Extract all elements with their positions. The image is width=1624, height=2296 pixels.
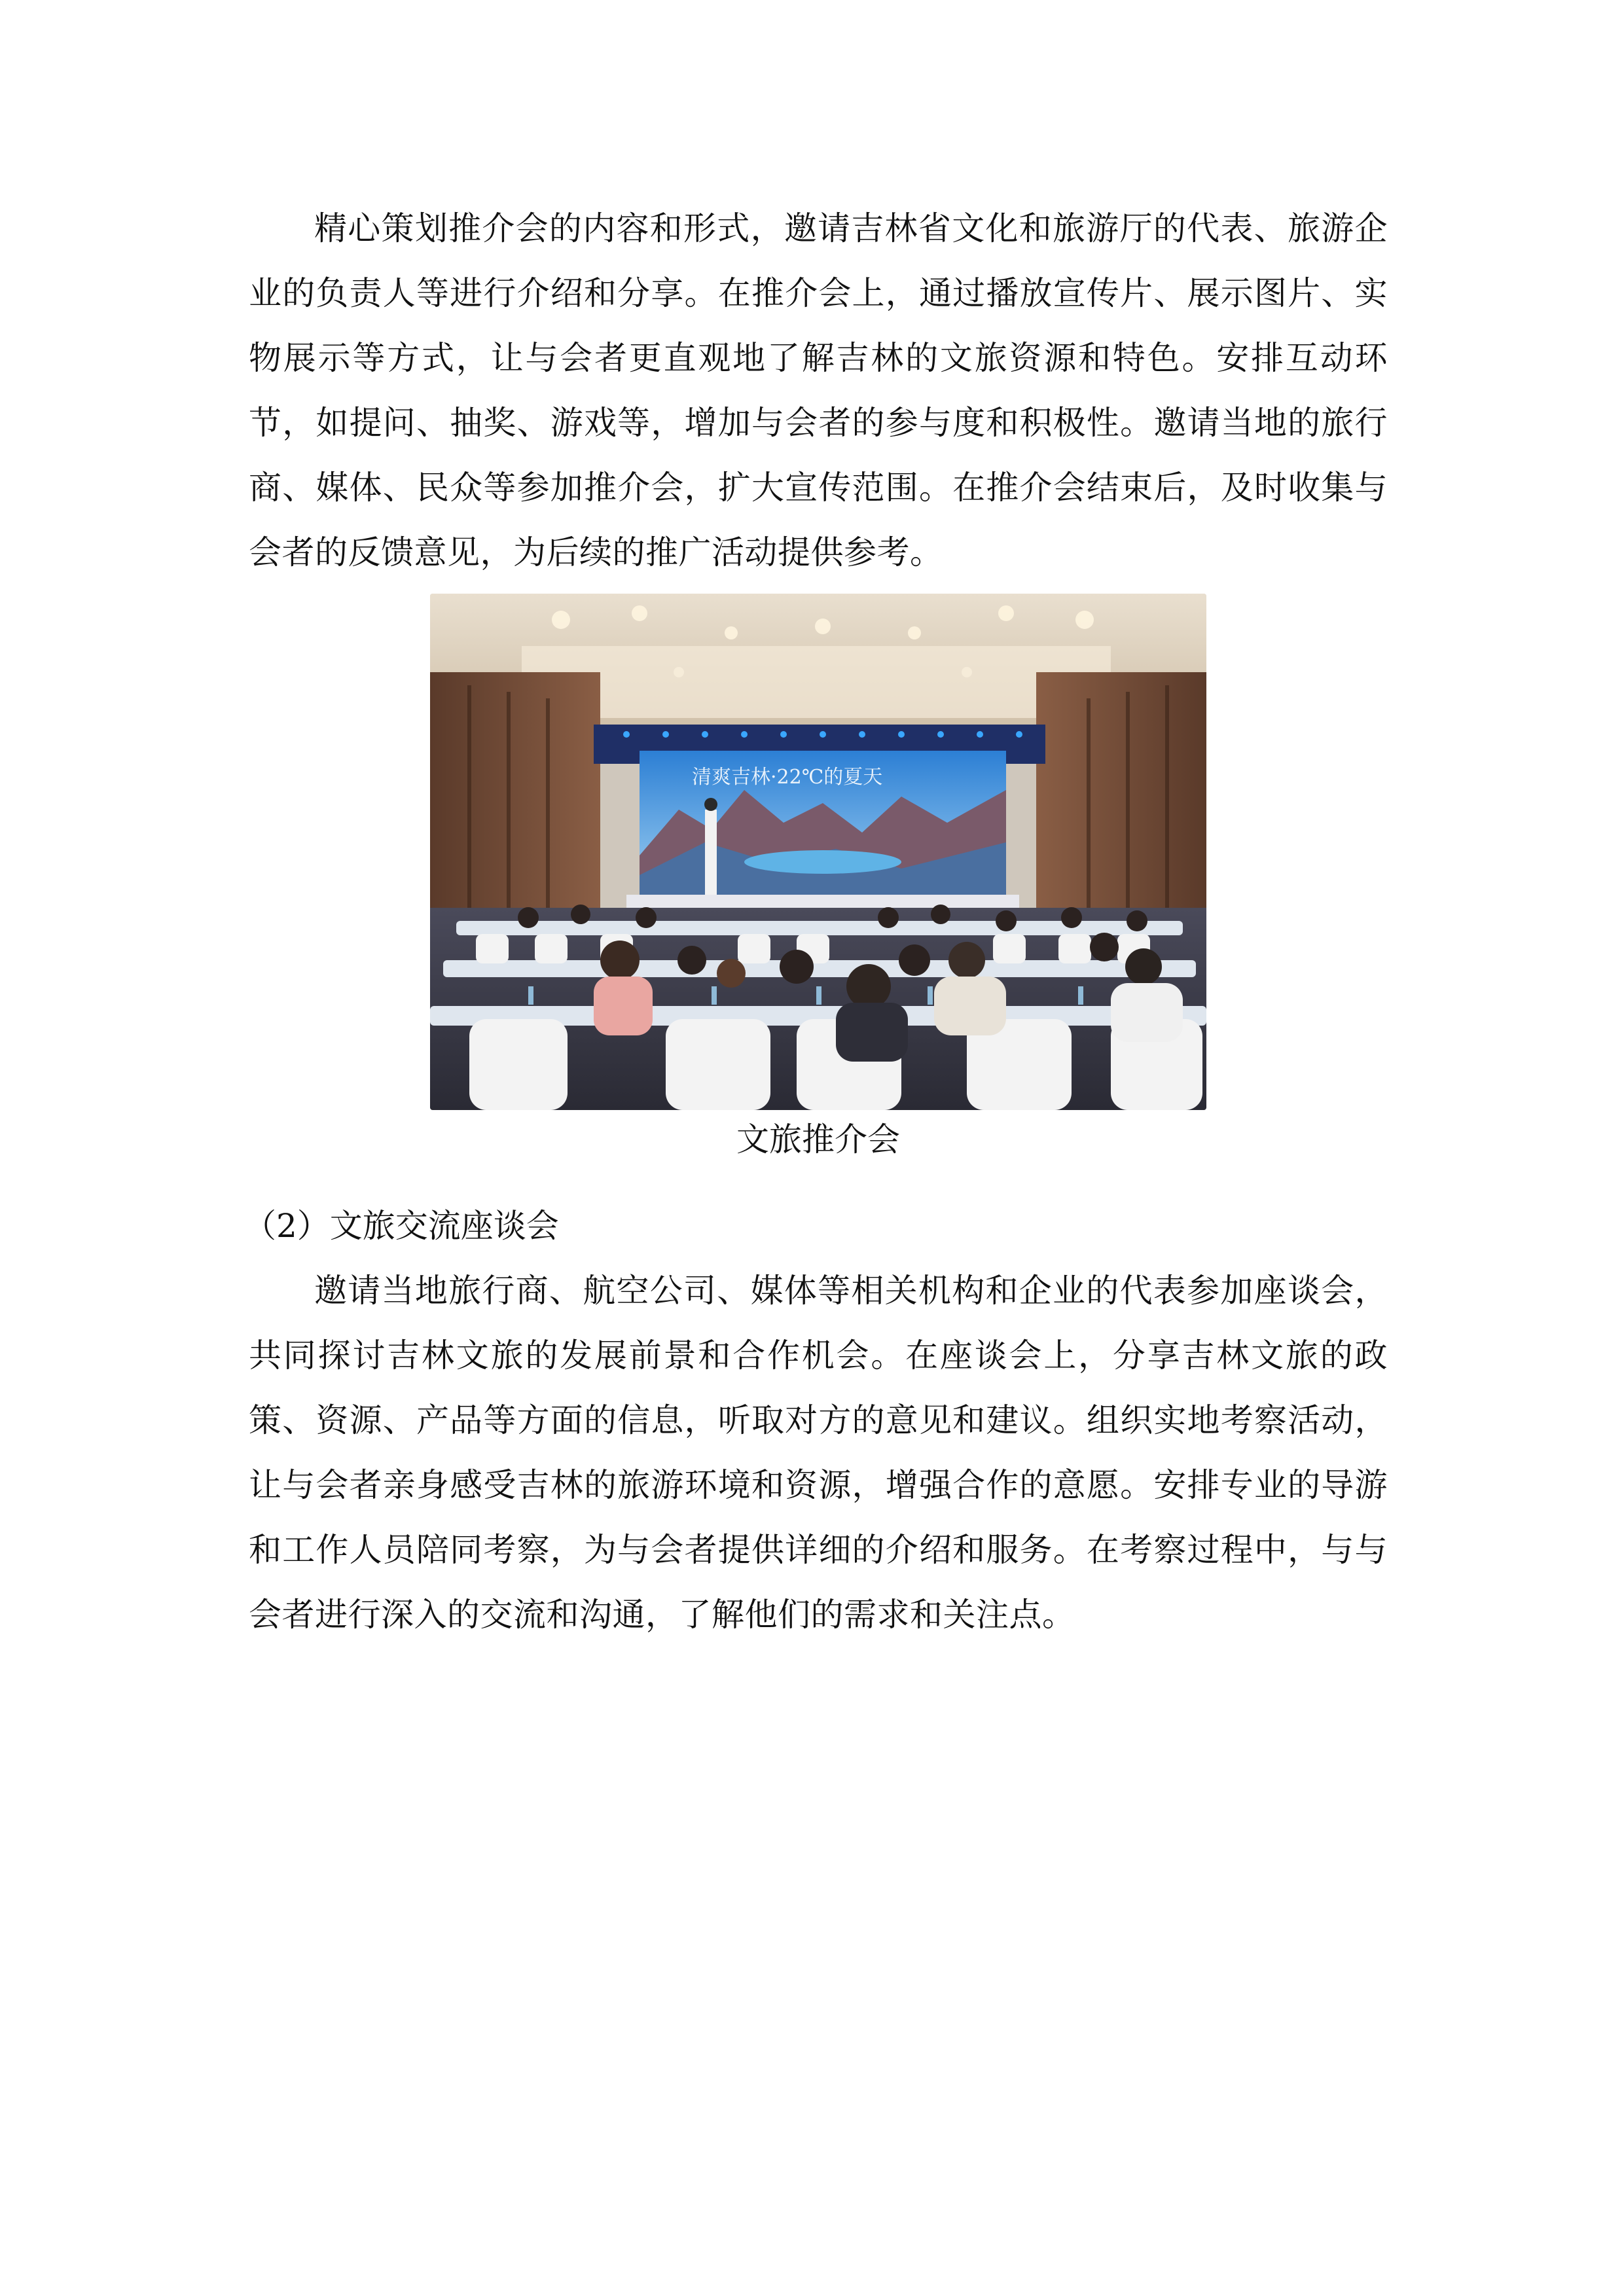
conference-photo [430,594,1206,1110]
paragraph-promotion-event: 精心策划推介会的内容和形式，邀请吉林省文化和旅游厅的代表、旅游企业的负责人等进行介绍和分享。在推介会上，通过播放宣传片、展示图片、实物展示等方式，让与会者更直观地了解吉林的文旅资源和特色。安排互动环节，如提问、抽奖、游戏等，增加与会者的参与度和积极性。邀请当地的旅行商、媒体、民众等参加推介会，扩大宣传范围。在推介会结束后，及时收集与会者的反馈意见，为后续的推广活动提供参考。 [249,209,1388,571]
paragraph-exchange-forum: 邀请当地旅行商、航空公司、媒体等相关机构和企业的代表参加座谈会，共同探讨吉林文旅的发展前景和合作机会。在座谈会上，分享吉林文旅的政策、资源、产品等方面的信息，听取对方的意见和建议。组织实地考察活动，让与会者亲身感受吉林的旅游环境和资源，增强合作的意愿。安排专业的导游和工作人员陪同考察，为与会者提供详细的介绍和服务。在考察过程中，与与会者进行深入的交流和沟通，了解他们的需求和关注点。 [249,1272,1388,1634]
screen-title: 清爽吉林·22℃的夏天 [692,766,883,789]
section-heading: （2）文旅交流座谈会 [244,1207,559,1245]
figure-caption: 文旅推介会 [736,1121,900,1158]
document-page [244,196,1388,1647]
figure [249,594,1388,1162]
